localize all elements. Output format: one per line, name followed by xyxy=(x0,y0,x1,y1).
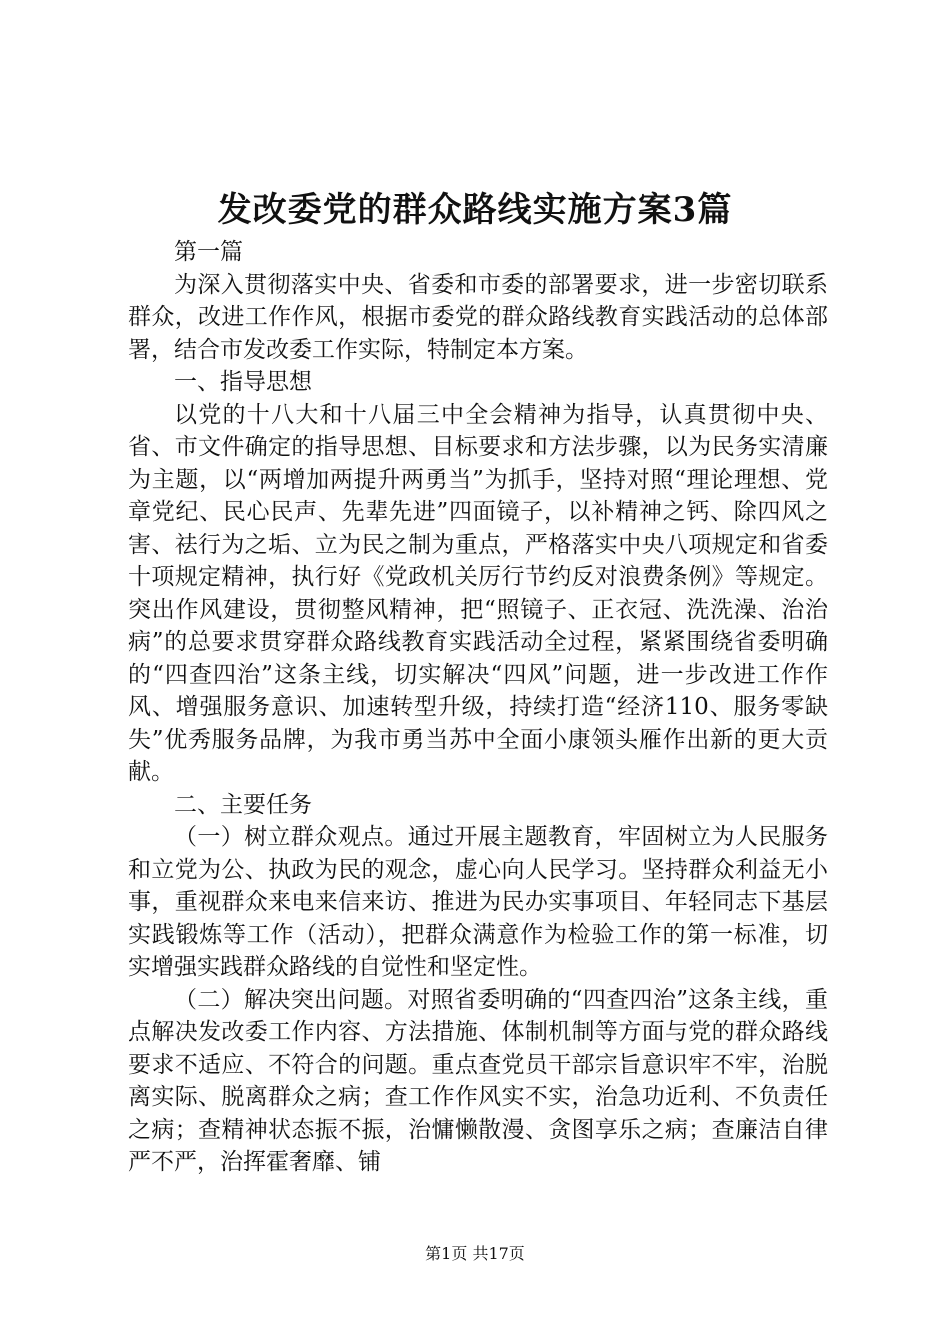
page-footer: 第1页 共17页 xyxy=(425,1244,525,1263)
intro-paragraph: 为深入贯彻落实中央、省委和市委的部署要求，进一步密切联系群众，改进工作作风，根据市委党的群众路线教育实践活动的总体部署，结合市发改委工作实际，特制定本方案。 xyxy=(128,271,828,363)
document-title: 发改委党的群众路线实施方案3篇 xyxy=(217,190,733,230)
task-one-paragraph: （一）树立群众观点。通过开展主题教育，牢固树立为人民服务和立党为公、执政为民的观念，虚心向人民学习。坚持群众利益无小事，重视群众来电来信来访、推进为民办实事项目、年轻同志下基层实践锻炼等工作（活动），把群众满意作为检验工作的第一标准，切实增强实践群众路线的自觉性和坚定性。 xyxy=(128,824,828,980)
document-body xyxy=(128,236,828,1179)
task-two-paragraph: （二）解决突出问题。对照省委明确的“四查四治”这条主线，重点解决发改委工作内容、方法措施、体制机制等方面与党的群众路线要求不适应、不符合的问题。重点查党员干部宗旨意识牢不牢，治脱离实际、脱离群众之病；查工作作风实不实，治急功近利、不负责任之病；查精神状态振不振，治慵懒散漫、贪图享乐之病；查廉洁自律严不严，治挥霍奢靡、铺 xyxy=(128,986,828,1175)
section-heading-main-tasks: 二、主要任务 xyxy=(174,791,312,818)
guiding-ideology-paragraph: 以党的十八大和十八届三中全会精神为指导，认真贯彻中央、省、市文件确定的指导思想、目标要求和方法步骤，以为民务实清廉为主题，以“两增加两提升两勇当”为抓手，坚持对照“理论理想、党章党纪、民心民声、先辈先进”四面镜子，以补精神之钙、除四风之害、祛行为之垢、立为民之制为重点，严格落实中央八项规定和省委十项规定精神，执行好《党政机关厉行节约反对浪费条例》等规定。突出作风建设，贯彻整风精神，把“照镜子、正衣冠、洗洗澡、治治病”的总要求贯穿群众路线教育实践活动全过程，紧紧围绕省委明确的“四查四治”这条主线，切实解决“四风”问题，进一步改进工作作风、增强服务意识、加速转型升级，持续打造“经济110、服务零缺失”优秀服务品牌，为我市勇当苏中全面小康领头雁作出新的更大贡献。 xyxy=(128,401,828,785)
section-heading-part-one: 第一篇 xyxy=(174,239,243,265)
section-heading-guiding-ideology: 一、指导思想 xyxy=(174,369,312,395)
